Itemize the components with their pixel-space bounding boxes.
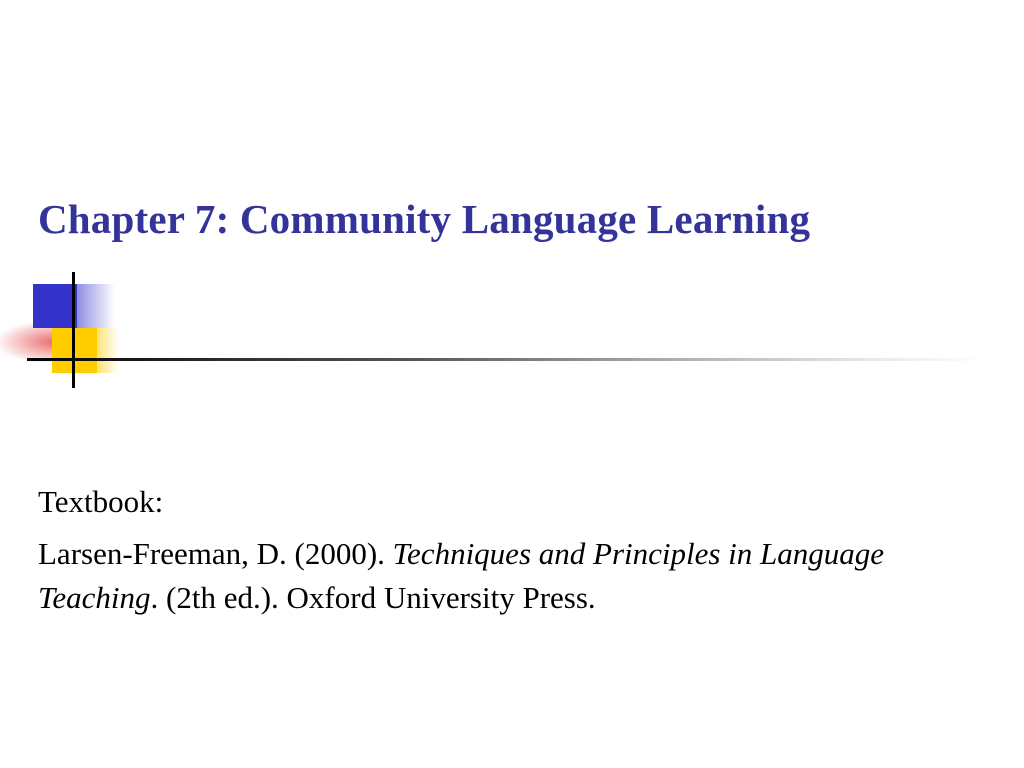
textbook-label: Textbook: bbox=[38, 484, 164, 519]
reference-author-year: Larsen-Freeman, D. (2000). bbox=[38, 536, 393, 571]
decorative-blue-square bbox=[33, 284, 77, 328]
reference-edition-publisher: . (2th ed.). Oxford University Press. bbox=[150, 580, 596, 615]
reference-work-title: Techniques and Principles in Language Teaching bbox=[38, 536, 885, 615]
slide-body bbox=[38, 480, 978, 620]
decorative-divider bbox=[0, 268, 1024, 398]
decorative-blue-fade bbox=[77, 284, 115, 328]
decorative-yellow-fade bbox=[97, 328, 119, 373]
decorative-horizontal-rule bbox=[27, 358, 987, 361]
textbook-reference bbox=[38, 532, 978, 620]
decorative-vertical-rule bbox=[72, 272, 75, 388]
page-title: Chapter 7: Community Language Learning bbox=[38, 196, 811, 243]
